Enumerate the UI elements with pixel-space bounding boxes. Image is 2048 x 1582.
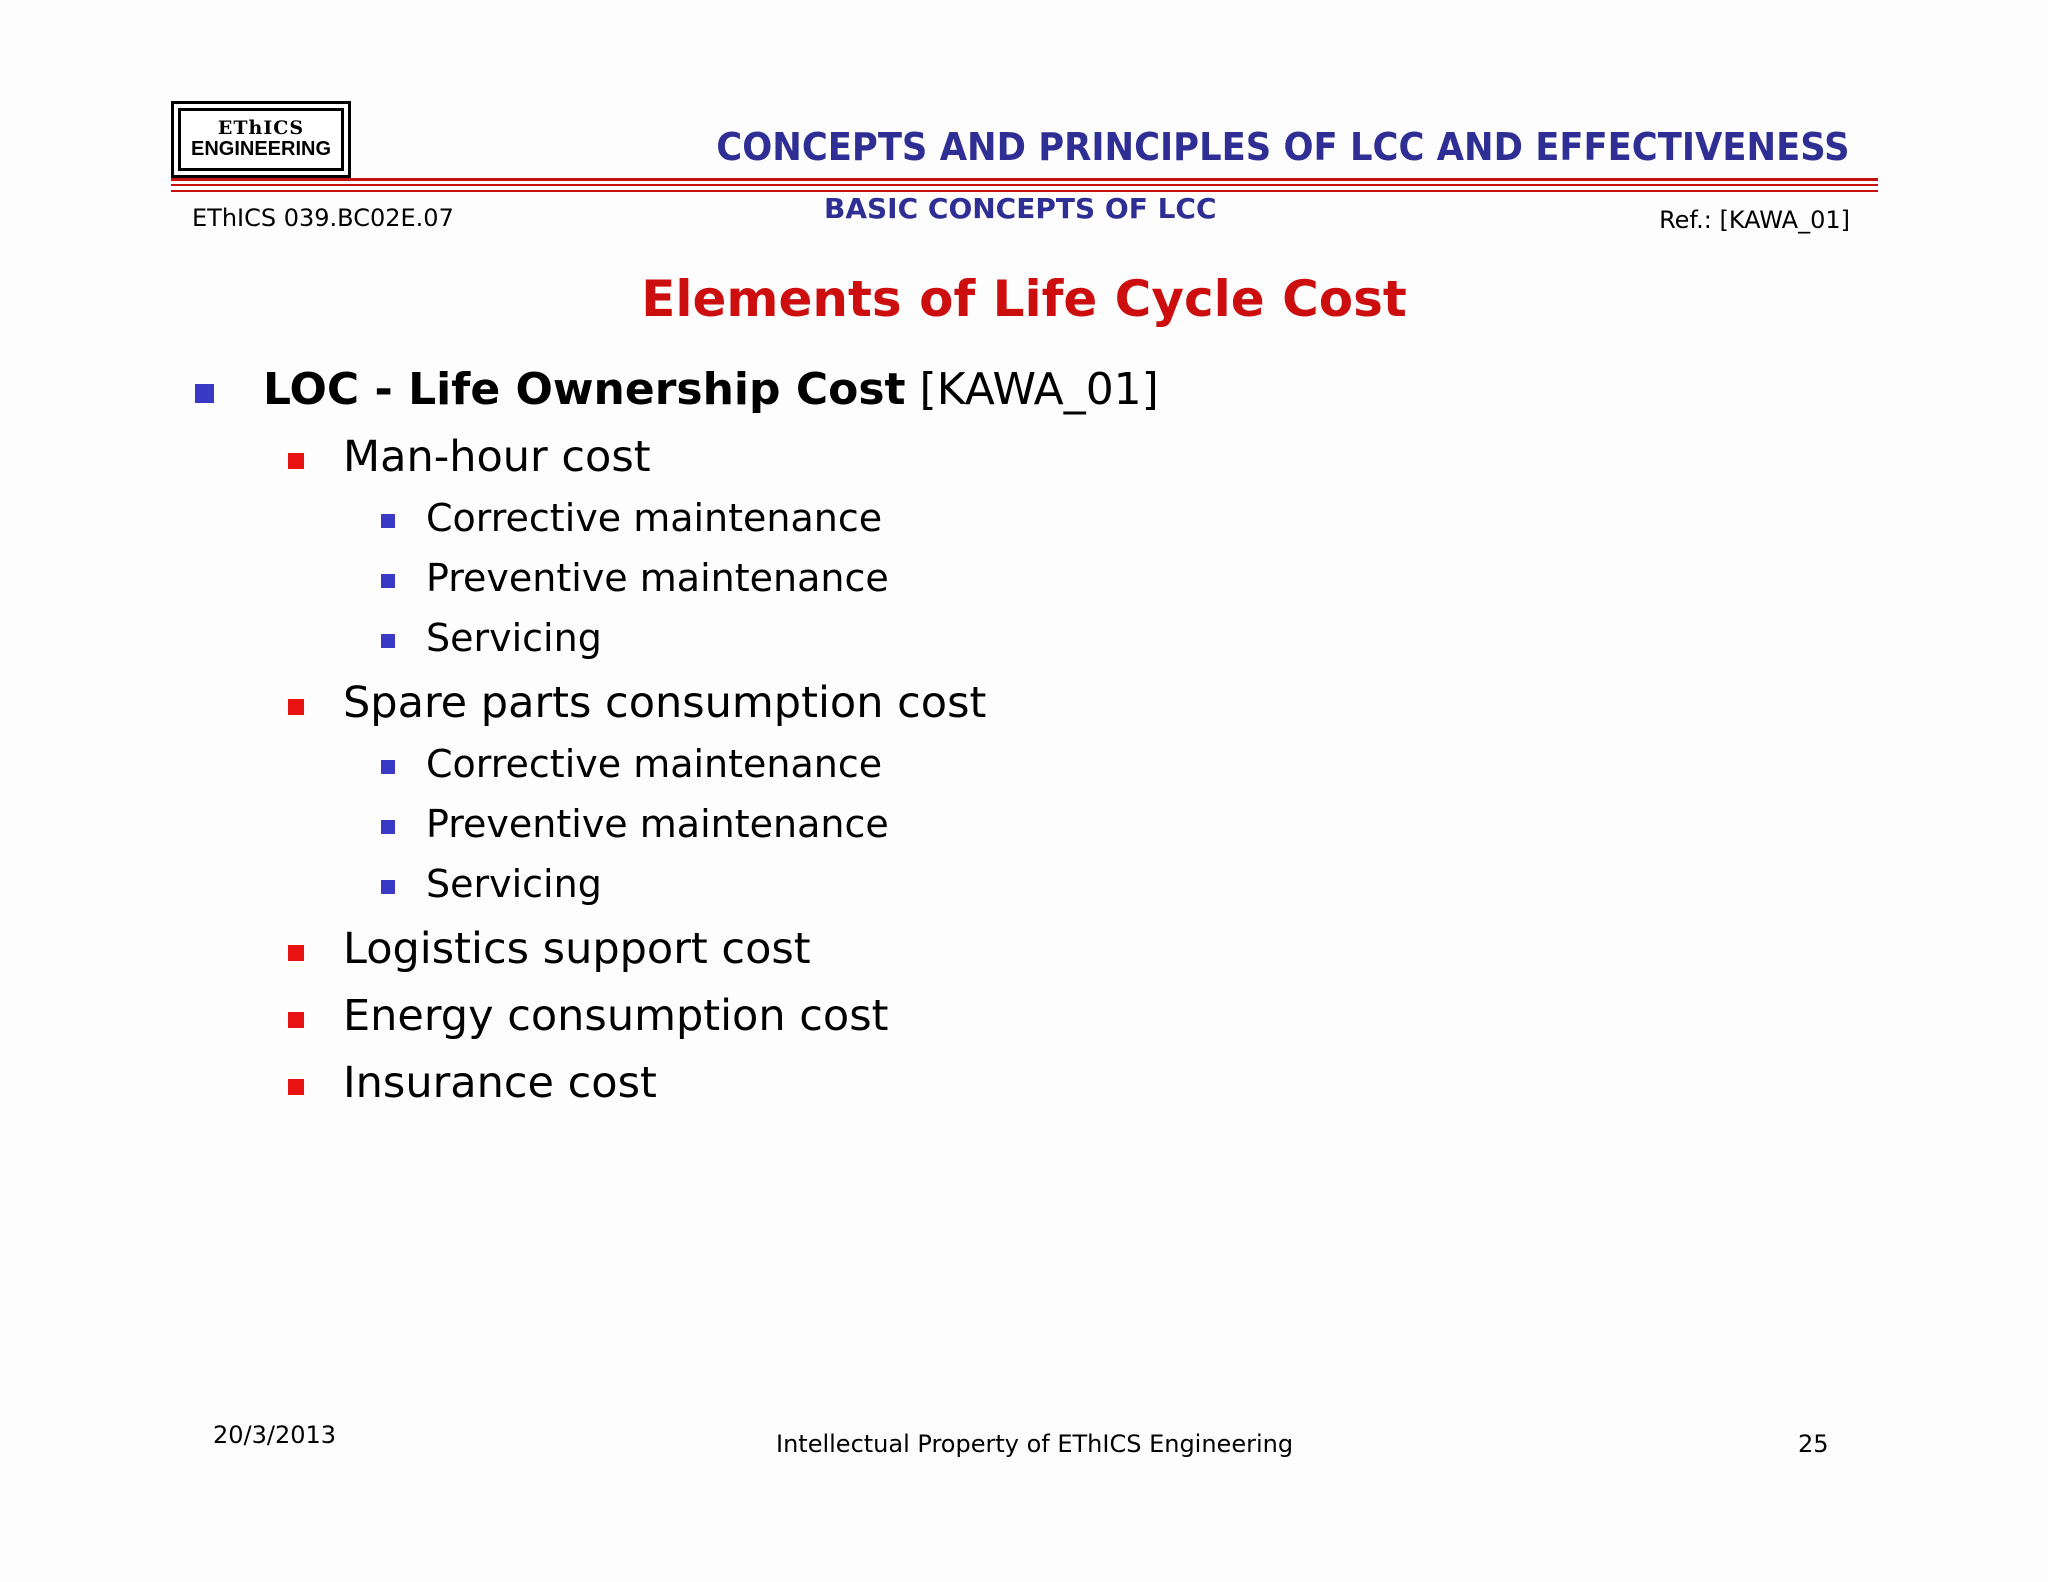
square-bullet-icon [288,1079,304,1095]
slide-title-text: Elements of Life Cycle Cost [641,270,1407,328]
footer-copyright: Intellectual Property of EThICS Engineering [776,1430,1294,1458]
bullet-ref-text: [KAWA_01] [905,364,1159,415]
square-bullet-icon [288,945,304,961]
header-rule-1 [171,178,1878,181]
page-number: 25 [1798,1430,1829,1458]
bullet-text: Man-hour cost [343,432,651,482]
bullet-text: Insurance cost [343,1058,657,1108]
sub-bullet-text: Corrective maintenance [426,496,883,540]
square-bullet-icon [381,634,395,648]
ethics-logo [171,101,351,178]
bullet-text: Logistics support cost [343,924,811,974]
reference: Ref.: [KAWA_01] [1659,206,1850,234]
main-header-title: CONCEPTS AND PRINCIPLES OF LCC AND EFFECTIVENESS [716,125,1850,169]
section-subtitle: BASIC CONCEPTS OF LCC [824,192,1217,225]
logo-frame [178,108,344,171]
bullet-text: Energy consumption cost [343,991,889,1041]
bullet-bold-text: LOC - Life Ownership Cost [263,364,906,415]
square-bullet-icon [381,514,395,528]
sub-bullet-text: Corrective maintenance [426,742,883,786]
square-bullet-icon [381,574,395,588]
square-bullet-icon [288,1012,304,1028]
slide-title [0,270,2048,328]
logo-line-1: EThICS [217,117,305,140]
sub-bullet-text: Servicing [426,616,602,660]
sub-bullet-text: Preventive maintenance [426,556,889,600]
footer-date: 20/3/2013 [213,1421,337,1449]
header-rule-2 [171,184,1878,186]
doc-code: EThICS 039.BC02E.07 [192,204,454,232]
bullet-text [263,364,1159,415]
square-bullet-icon [288,699,304,715]
sub-bullet-text: Preventive maintenance [426,802,889,846]
square-bullet-icon [288,453,304,469]
square-bullet-icon [381,760,395,774]
sub-bullet-text: Servicing [426,862,602,906]
square-bullet-icon [381,880,395,894]
square-bullet-icon [381,820,395,834]
logo-line-2: ENGINEERING [190,137,332,160]
square-bullet-icon [195,384,214,403]
bullet-text: Spare parts consumption cost [343,678,987,728]
